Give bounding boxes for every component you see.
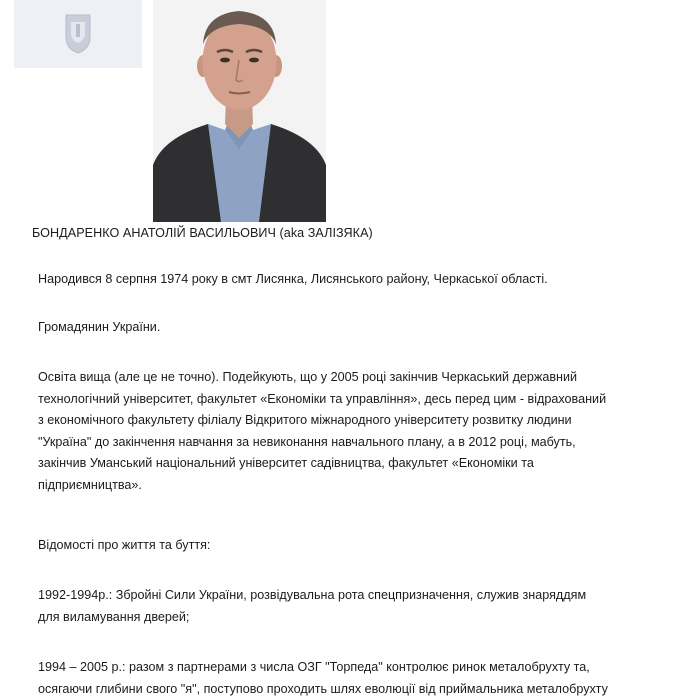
period-1-line: 1992-1994р.: Збройні Сили України, розвідувальна рота спецпризначення, служив знаряддям xyxy=(38,588,587,602)
portrait-photo xyxy=(153,0,326,222)
life-heading xyxy=(38,535,688,557)
period-1-line: для виламування дверей; xyxy=(38,609,190,624)
period-1-paragraph xyxy=(38,585,688,628)
city-coat-of-arms-icon xyxy=(63,13,93,55)
period-2-paragraph xyxy=(38,657,688,698)
period-2-line: 1994 – 2005 р.: разом з партнерами з числа ОЗГ "Торпеда" контролює ринок металобрухту та, xyxy=(38,660,590,674)
life-heading-text: Відомості про життя та буття: xyxy=(38,538,211,552)
citizenship-text: Громадянин України. xyxy=(38,320,161,334)
education-paragraph xyxy=(38,367,688,496)
education-line: технологічний університет, факультет «Економіки та управління», десь перед цим - відрахований xyxy=(38,391,607,406)
birth-text: Народився 8 серпня 1974 року в смт Лисянка, Лисянського району, Черкаської області. xyxy=(38,272,548,286)
education-line: закінчив Уманський національний університет садівництва, факультет «Економіки та xyxy=(38,456,534,470)
birth-paragraph xyxy=(38,269,688,291)
citizenship-paragraph xyxy=(38,317,688,339)
logo-placeholder xyxy=(14,0,142,68)
education-line: з економічного факультету філіалу Відкритого міжнародного університету розвитку людини xyxy=(38,413,572,427)
education-line: "Україна" до закінчення навчання за невиконання навчального плану, а в 2012 році, мабуть, xyxy=(38,434,576,449)
person-name: БОНДАРЕНКО АНАТОЛІЙ ВАСИЛЬОВИЧ (aka ЗАЛІЗЯКА) xyxy=(32,226,373,240)
period-2-line: осягаючи глибини свого "я", поступово проходить шлях еволюції від приймальника металобрухту xyxy=(38,681,608,696)
education-line: підприємництва». xyxy=(38,477,142,492)
education-line: Освіта вища (але це не точно). Подейкують, що у 2005 році закінчив Черкаський державний xyxy=(38,370,578,384)
